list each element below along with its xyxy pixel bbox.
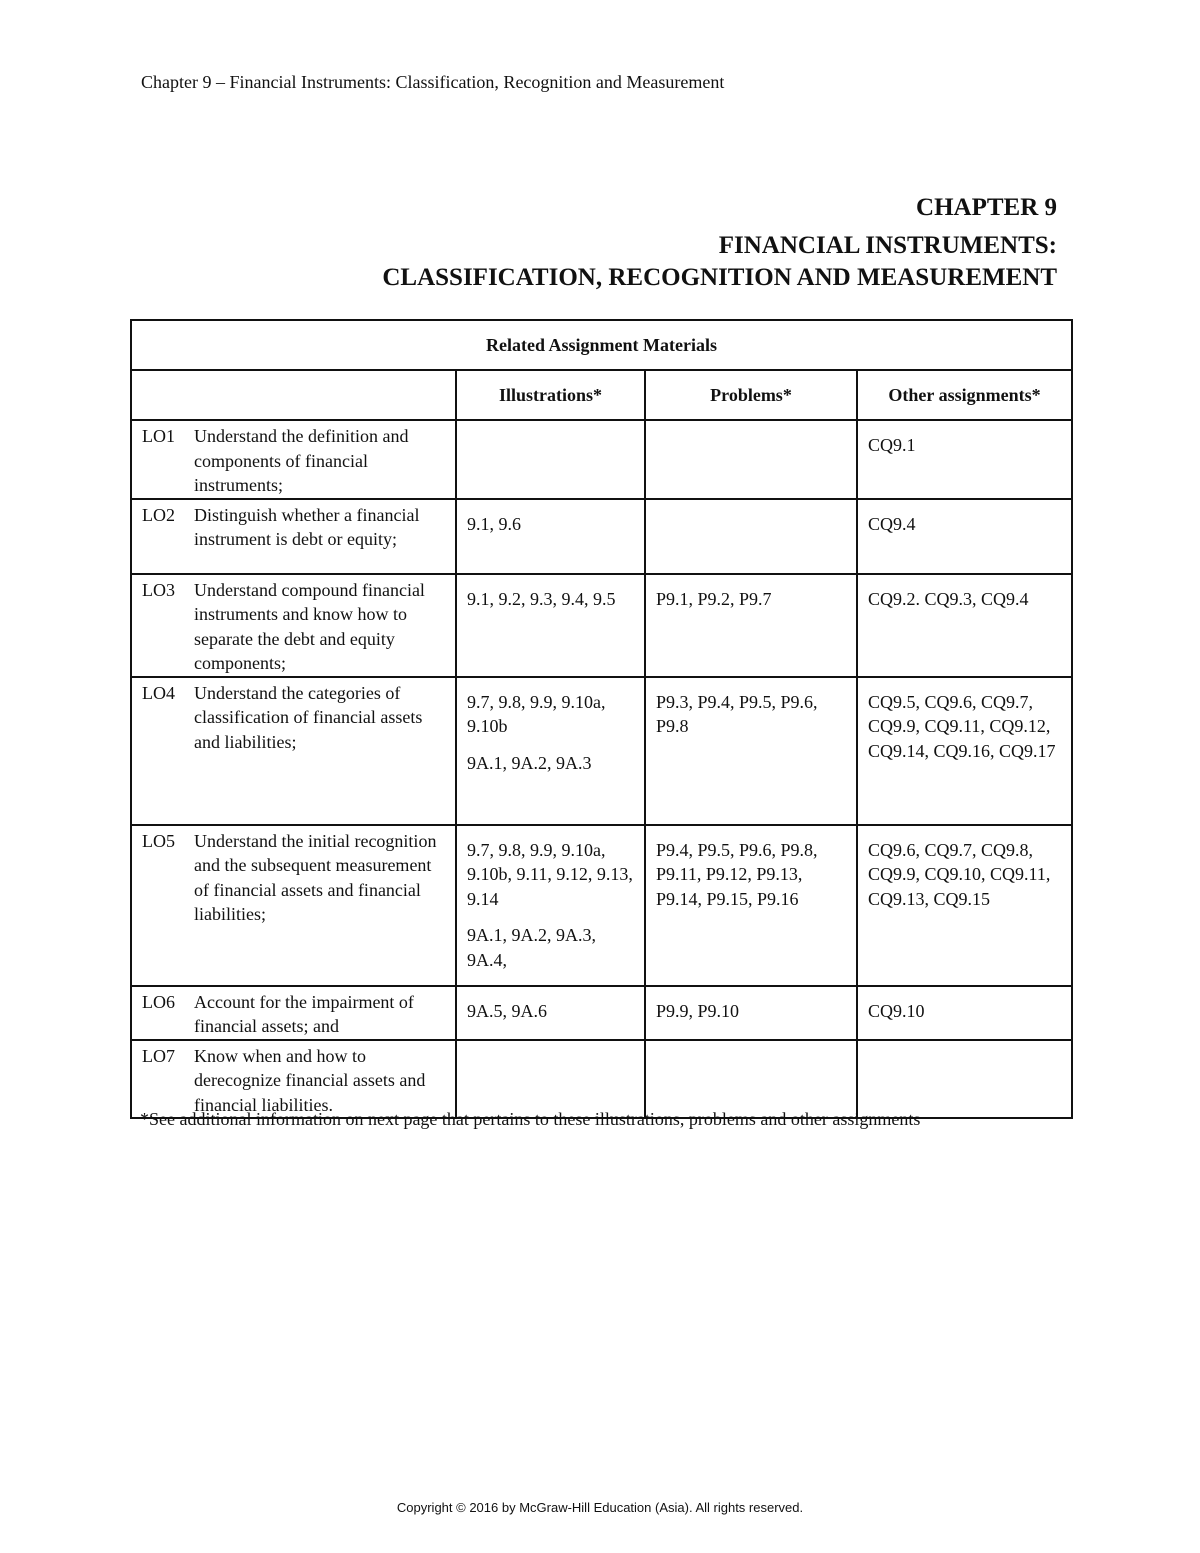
table-row: [131, 499, 1072, 574]
other-assignments-cell: [857, 986, 1072, 1040]
table-row: [131, 574, 1072, 677]
other-assignments-cell: [857, 420, 1072, 499]
illustrations-text: 9A.5, 9A.6: [467, 1000, 547, 1021]
problems-text: P9.4, P9.5, P9.6, P9.8, P9.11, P9.12, P9.13, P9.14, P9.15, P9.16: [656, 839, 818, 909]
learning-objective-cell: [131, 420, 456, 499]
learning-objective-code: LO5: [142, 830, 175, 851]
other-assignments-text: CQ9.1: [868, 435, 916, 455]
learning-objective-text: Understand the categories of classification of financial assets and liabilities;: [194, 682, 423, 752]
running-header: Chapter 9 – Financial Instruments: Classification, Recognition and Measurement: [141, 72, 725, 92]
table-caption-row: [131, 320, 1072, 370]
learning-objective-text: Know when and how to derecognize financial assets and financial liabilities.: [194, 1045, 426, 1115]
learning-objective-cell: [131, 574, 456, 677]
footnote: *See additional information on next page that pertains to these illustrations, problems and other assignments: [140, 1109, 921, 1129]
column-header-other-assignments: Other assignments*: [857, 370, 1072, 420]
learning-objective-code: LO6: [142, 991, 175, 1012]
learning-objective-code: LO7: [142, 1045, 175, 1066]
illustrations-text: 9.7, 9.8, 9.9, 9.10a, 9.10b, 9.11, 9.12, 9.13, 9.14: [467, 839, 633, 909]
problems-text: P9.1, P9.2, P9.7: [656, 588, 772, 609]
assignment-materials-table: [130, 319, 1073, 1119]
learning-objective-text: Understand the definition and components of financial instruments;: [194, 426, 409, 495]
learning-objective-cell: [131, 825, 456, 986]
table-row: [131, 677, 1072, 825]
learning-objective-code: LO1: [142, 426, 175, 446]
problems-cell: [645, 420, 857, 499]
illustrations-text: 9.7, 9.8, 9.9, 9.10a, 9.10b: [467, 691, 606, 736]
illustrations-text: 9A.1, 9A.2, 9A.3, 9A.4,: [467, 925, 596, 970]
learning-objective-cell: [131, 986, 456, 1040]
copyright-footer: Copyright © 2016 by McGraw-Hill Education (Asia). All rights reserved.: [396, 1500, 804, 1515]
illustrations-cell: [456, 825, 645, 986]
illustrations-cell: [456, 986, 645, 1040]
learning-objective-cell: [131, 677, 456, 825]
learning-objective-text: Understand compound financial instruments and know how to separate the debt and equity components;: [194, 579, 425, 673]
problems-cell: [645, 986, 857, 1040]
table-body: [131, 420, 1072, 1118]
problems-text: P9.3, P9.4, P9.5, P9.6, P9.8: [656, 691, 818, 736]
learning-objective-text: Understand the initial recognition and the subsequent measurement of financial assets and financial liabilities;: [194, 830, 437, 924]
other-assignments-text: CQ9.4: [868, 513, 916, 534]
chapter-title-line-2: CLASSIFICATION, RECOGNITION AND MEASUREMENT: [382, 264, 1057, 291]
problems-cell: [645, 677, 857, 825]
table-row: [131, 420, 1072, 499]
illustrations-cell: [456, 574, 645, 677]
learning-objective-code: LO4: [142, 682, 175, 703]
learning-objective-cell: [131, 499, 456, 574]
other-assignments-cell: [857, 574, 1072, 677]
learning-objective-text: Account for the impairment of financial assets; and: [194, 991, 414, 1036]
other-assignments-cell: [857, 677, 1072, 825]
chapter-number: CHAPTER 9: [916, 194, 1057, 221]
illustrations-cell: [456, 499, 645, 574]
problems-text: P9.9, P9.10: [656, 1000, 740, 1021]
chapter-title-line-1: FINANCIAL INSTRUMENTS:: [718, 232, 1057, 259]
table-row: [131, 986, 1072, 1040]
illustrations-text: 9A.1, 9A.2, 9A.3: [467, 752, 592, 773]
illustrations-cell: [456, 420, 645, 499]
other-assignments-text: CQ9.2. CQ9.3, CQ9.4: [868, 588, 1029, 609]
table-header-row: [131, 370, 1072, 420]
table-caption: Related Assignment Materials: [131, 320, 1072, 370]
problems-cell: [645, 574, 857, 677]
other-assignments-cell: [857, 825, 1072, 986]
table-row: [131, 825, 1072, 986]
other-assignments-text: CQ9.6, CQ9.7, CQ9.8, CQ9.9, CQ9.10, CQ9.11, CQ9.13, CQ9.15: [868, 839, 1051, 909]
illustrations-cell: [456, 677, 645, 825]
problems-cell: [645, 499, 857, 574]
column-header-objective: [131, 370, 456, 420]
other-assignments-cell: [857, 499, 1072, 574]
column-header-illustrations: Illustrations*: [456, 370, 645, 420]
other-assignments-text: CQ9.5, CQ9.6, CQ9.7, CQ9.9, CQ9.11, CQ9.12, CQ9.14, CQ9.16, CQ9.17: [868, 691, 1056, 761]
illustrations-text: 9.1, 9.6: [467, 513, 521, 534]
column-header-problems: Problems*: [645, 370, 857, 420]
learning-objective-code: LO3: [142, 579, 175, 600]
chapter-title-block: [382, 192, 1057, 294]
other-assignments-text: CQ9.10: [868, 1000, 925, 1021]
problems-cell: [645, 825, 857, 986]
learning-objective-text: Distinguish whether a financial instrument is debt or equity;: [194, 504, 420, 549]
illustrations-text: 9.1, 9.2, 9.3, 9.4, 9.5: [467, 588, 616, 609]
learning-objective-code: LO2: [142, 504, 175, 525]
